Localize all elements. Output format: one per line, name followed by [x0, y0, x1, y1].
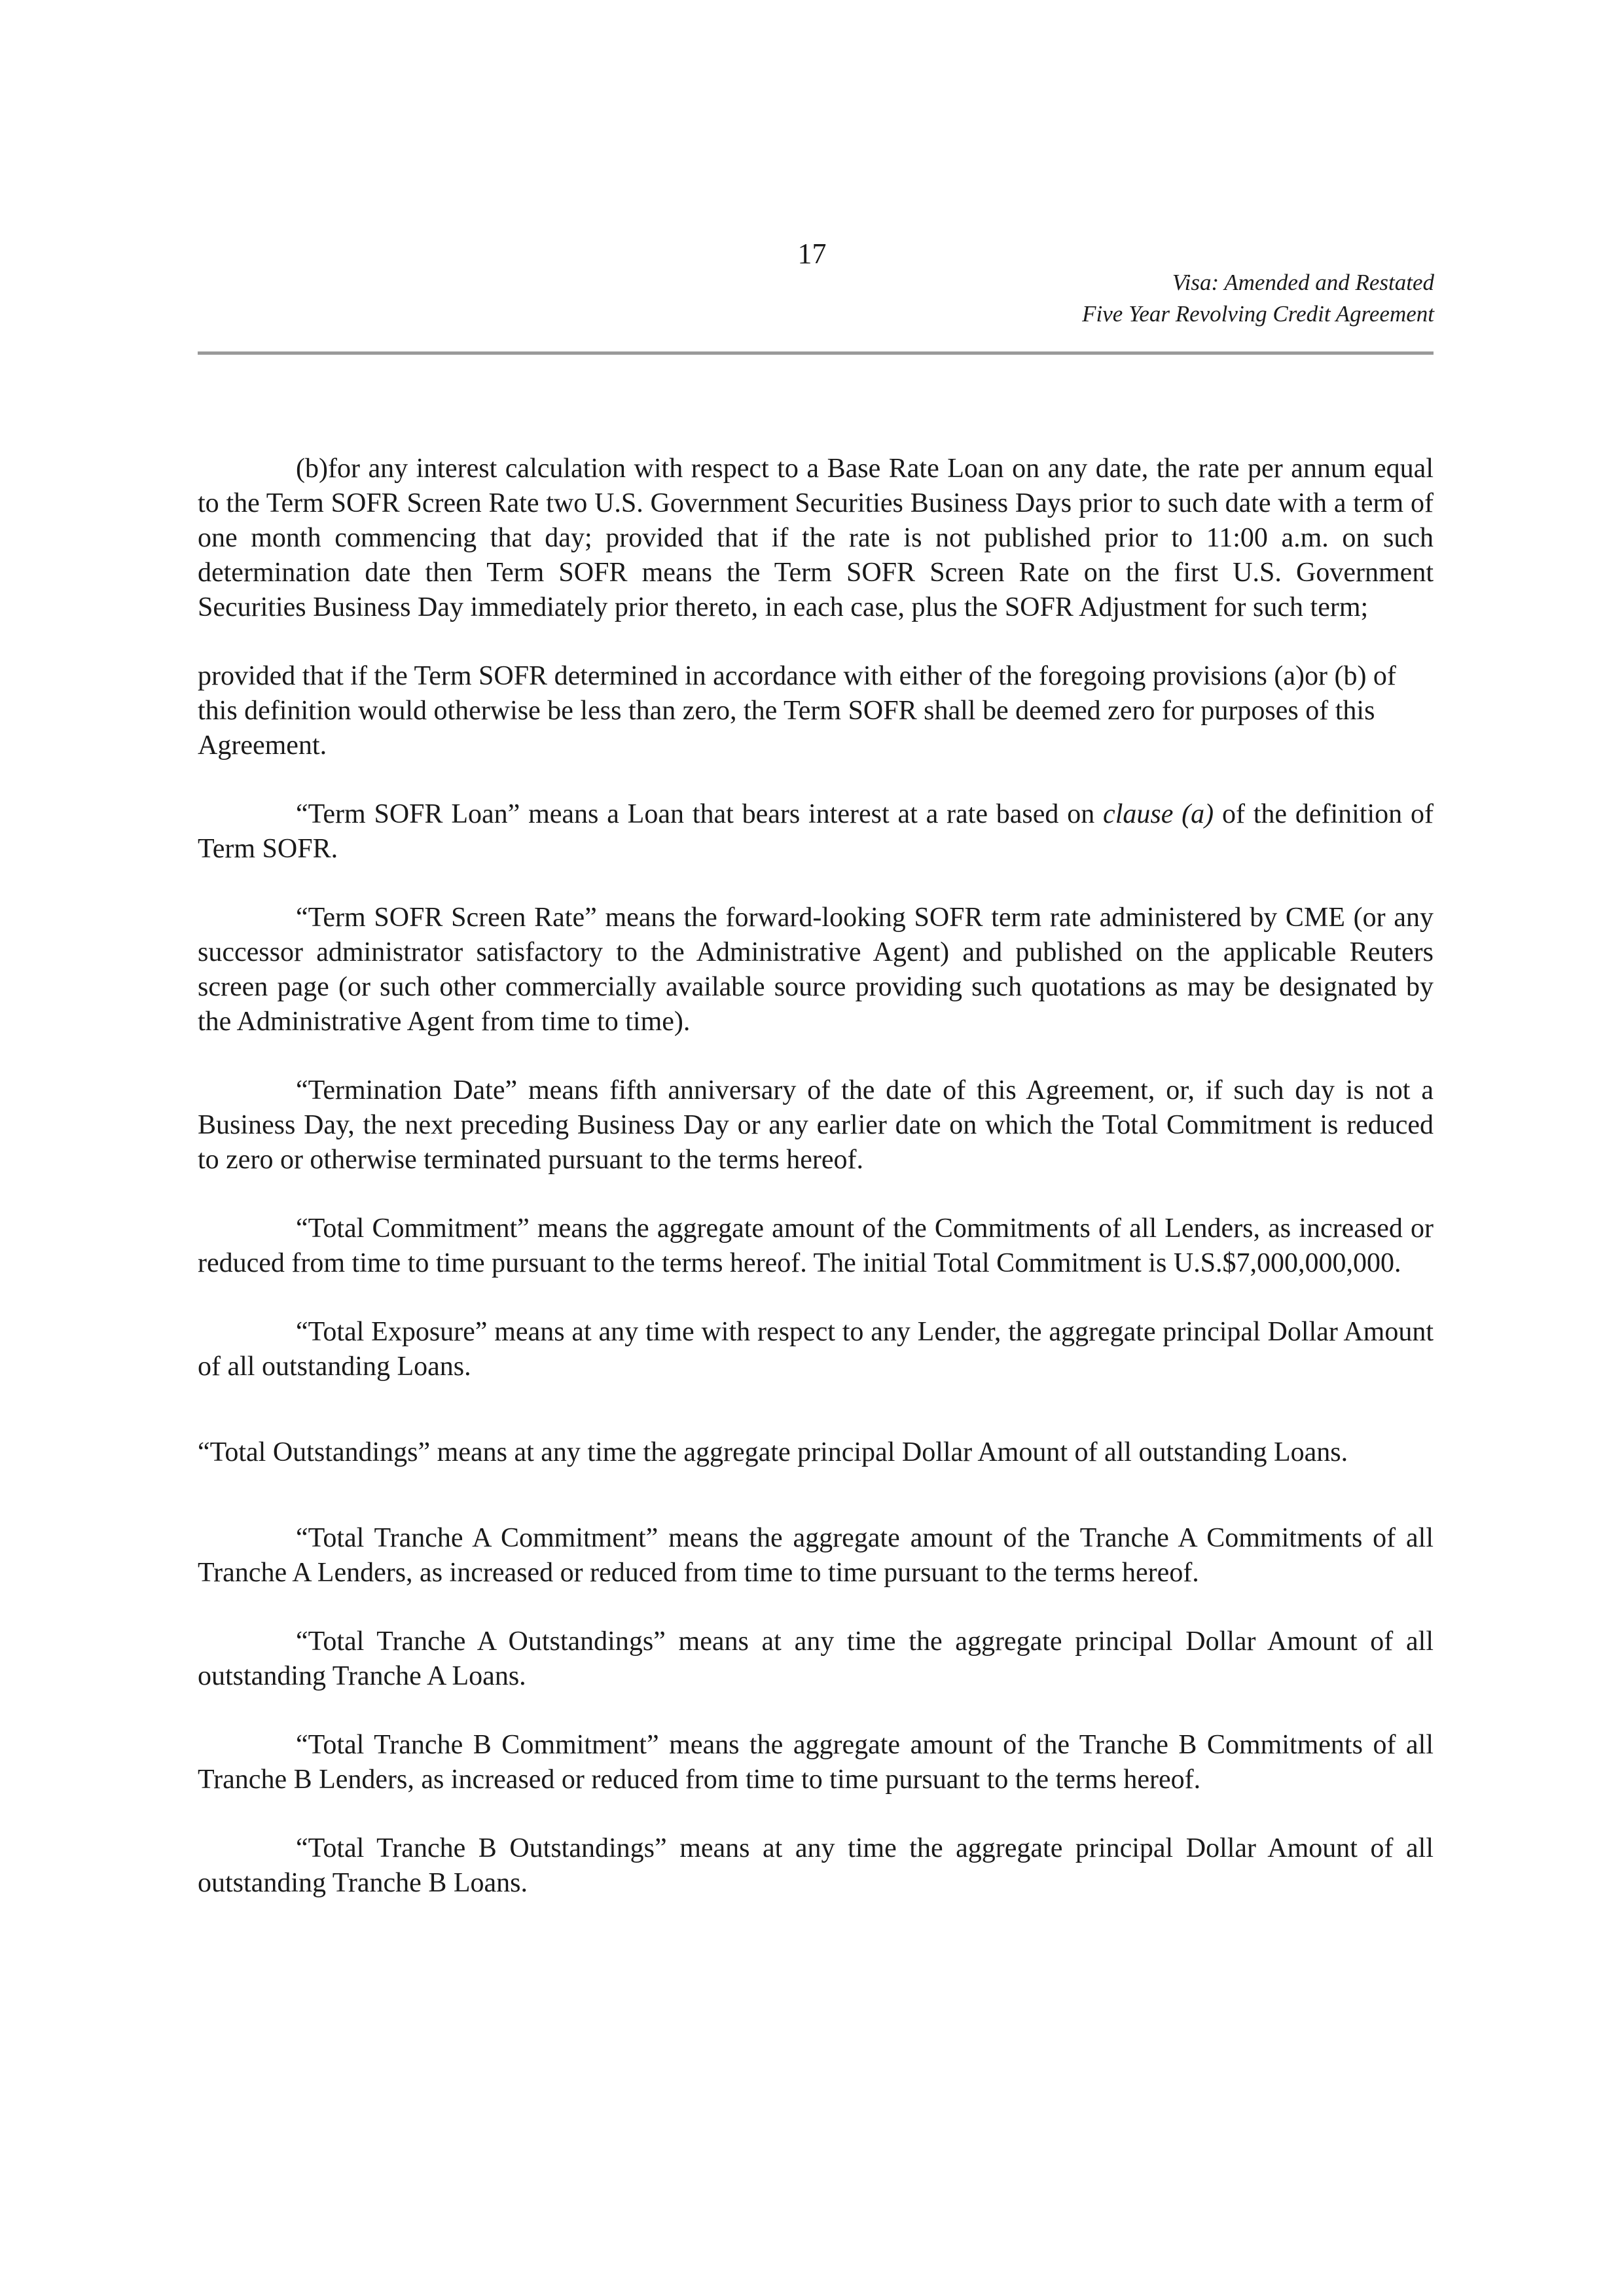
definition-term-sofr-screen-rate: “Term SOFR Screen Rate” means the forward-looking SOFR term rate administered by CME (or any successor administrator satisfactory to the Administrative Agent) and published on the applicable Reuters screen page (or such other commercially available source providing such quotations as may be designated by the Administrative Agent from time to time).: [198, 903, 1434, 1037]
definition-total-tranche-b-outstandings: “Total Tranche B Outstandings” means at any time the aggregate principal Dollar Amount of all outstanding Tranche B Loans.: [198, 1833, 1434, 1898]
definition-total-tranche-a-outstandings: “Total Tranche A Outstandings” means at any time the aggregate principal Dollar Amount of all outstanding Tranche A Loans.: [198, 1626, 1434, 1691]
running-header: [1082, 267, 1434, 330]
definition-total-tranche-b-commitment: “Total Tranche B Commitment” means the aggregate amount of the Tranche B Commitments of all Tranche B Lenders, as increased or reduced from time to time pursuant to the terms hereof.: [198, 1730, 1434, 1795]
definition-total-commitment: “Total Commitment” means the aggregate amount of the Commitments of all Lenders, as increased or reduced from time to time pursuant to the terms hereof. The initial Total Commitment is U.S.$7,000,000,000.: [198, 1213, 1434, 1278]
header-divider: [198, 351, 1434, 355]
definition-total-tranche-a-commitment: “Total Tranche A Commitment” means the aggregate amount of the Tranche A Commitments of all Tranche A Lenders, as increased or reduced from time to time pursuant to the terms hereof.: [198, 1523, 1434, 1588]
definition-text: of the definition of Term SOFR.: [198, 799, 1434, 864]
definition-term-sofr-loan: [198, 797, 1434, 867]
definition-termination-date: “Termination Date” means fifth anniversary of the date of this Agreement, or, if such day is not a Business Day, the next preceding Business Day or any earlier date on which the Total Commitment is reduced to zero or otherwise terminated pursuant to the terms hereof.: [198, 1075, 1434, 1175]
paragraph-proviso: provided that if the Term SOFR determined in accordance with either of the foregoing provisions (a)or (b) of this definition would otherwise be less than zero, the Term SOFR shall be deemed zero for purposes of this Agreement.: [198, 661, 1396, 761]
definition-total-exposure: “Total Exposure” means at any time with respect to any Lender, the aggregate principal Dollar Amount of all outstanding Loans.: [198, 1317, 1434, 1382]
paragraph-b-clause: (b)for any interest calculation with respect to a Base Rate Loan on any date, the rate per annum equal to the Term SOFR Screen Rate two U.S. Government Securities Business Days prior to such date with a term of one month commencing that day; provided that if the rate is not published prior to 11:00 a.m. on such determination date then Term SOFR means the Term SOFR Screen Rate on the first U.S. Government Securities Business Day immediately prior thereto, in each case, plus the SOFR Adjustment for such term;: [198, 454, 1434, 622]
document-body: [198, 452, 1434, 1901]
running-header-line1: Visa: Amended and Restated: [1172, 270, 1434, 295]
page-number: 17: [797, 238, 827, 270]
running-header-line2: Five Year Revolving Credit Agreement: [1082, 301, 1434, 327]
definition-total-outstandings: “Total Outstandings” means at any time the aggregate principal Dollar Amount of all outstanding Loans.: [198, 1437, 1348, 1467]
definition-text: “Term SOFR Loan” means a Loan that bears interest at a rate based on: [296, 799, 1104, 829]
clause-reference: clause (a): [1103, 799, 1214, 829]
